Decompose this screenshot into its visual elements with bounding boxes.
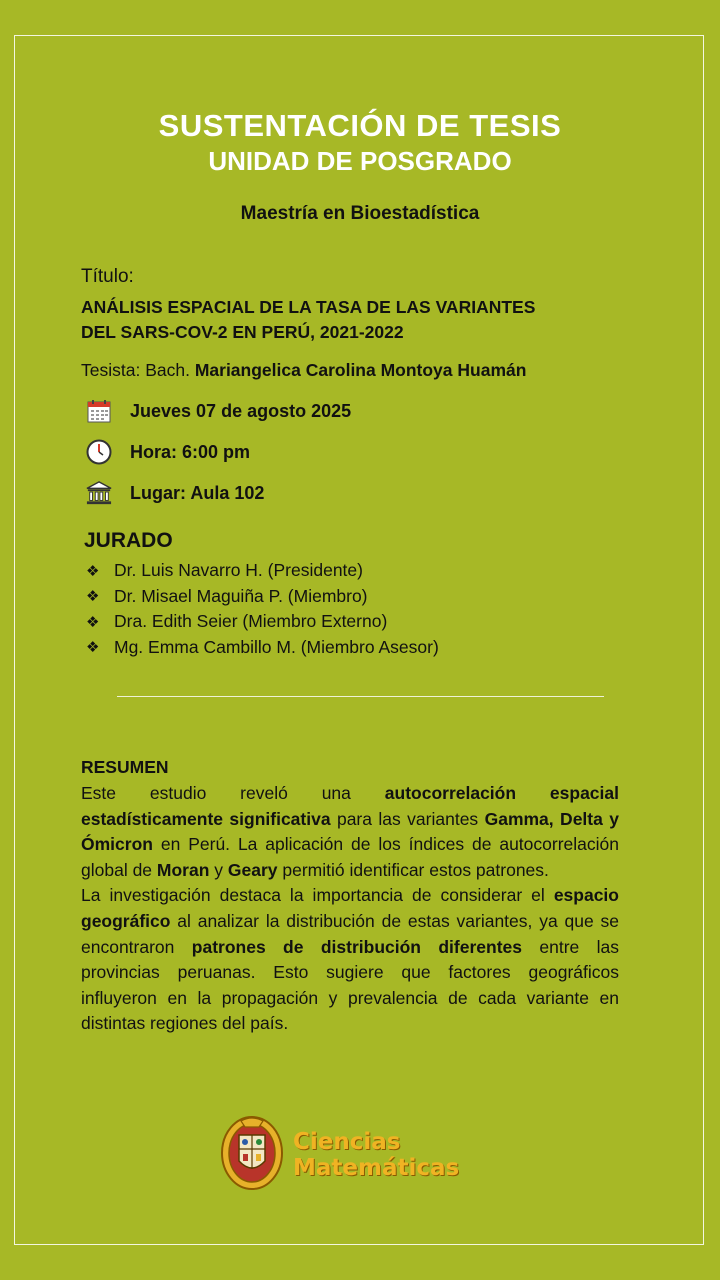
clock-icon xyxy=(86,439,112,465)
summary-emphasis: Geary xyxy=(227,859,278,880)
event-place: Lugar: Aula 102 xyxy=(130,482,265,503)
summary-text: para las variantes xyxy=(330,808,485,829)
summary-emphasis: patrones de distribución diferentes xyxy=(191,936,522,957)
summary-text: al analizar la distribución de estas variantes, ya que se encontraron xyxy=(81,910,619,957)
section-divider xyxy=(117,696,604,697)
university-seal-icon xyxy=(219,1113,285,1196)
event-time: Hora: 6:00 pm xyxy=(130,441,251,462)
thesis-title-line-2: DEL SARS-COV-2 EN PERÚ, 2021-2022 xyxy=(81,322,404,342)
summary-emphasis: Moran xyxy=(156,859,210,880)
jury-member: Dr. Luis Navarro H. (Presidente) xyxy=(114,560,363,581)
summary-body xyxy=(81,781,619,1037)
logo-line-1: Ciencias xyxy=(293,1128,401,1155)
list-item xyxy=(86,609,439,635)
author-prefix: Tesista: Bach. xyxy=(81,360,190,380)
diamond-bullet-icon: ❖ xyxy=(86,613,100,631)
summary-text: permitió identificar estos patrones. xyxy=(277,859,549,880)
logo-line-2: Matemáticas xyxy=(293,1154,460,1181)
diamond-bullet-icon: ❖ xyxy=(86,588,100,606)
jury-member: Dr. Misael Maguiña P. (Miembro) xyxy=(114,585,368,606)
author-name: Mariangelica Carolina Montoya Huamán xyxy=(194,360,527,380)
event-time-row xyxy=(86,439,250,465)
logo-text xyxy=(293,1129,459,1181)
list-item xyxy=(86,584,439,610)
summary-paragraph-2 xyxy=(81,883,619,1037)
calendar-icon xyxy=(86,398,112,424)
faculty-logo xyxy=(219,1113,459,1196)
summary-text: Este estudio reveló una xyxy=(81,783,385,803)
jury-member: Dra. Edith Seier (Miembro Externo) xyxy=(114,611,388,632)
summary-text: en Perú. La aplicación de los índices de autocorrelación global de xyxy=(81,834,619,880)
list-item xyxy=(86,635,439,661)
program-name: Maestría en Bioestadística xyxy=(240,203,480,224)
summary-text: y xyxy=(209,859,228,880)
summary-text: La investigación destaca la importancia de considerar el xyxy=(81,885,554,906)
diamond-bullet-icon: ❖ xyxy=(86,562,100,580)
event-place-row xyxy=(86,480,264,506)
summary-emphasis: autocorrelación espacial estadísticamente significativa xyxy=(81,783,619,829)
summary-text: entre las provincias peruanas. Esto sugiere que factores geográficos influyeron en la propagación y prevalencia de cada variante en distintas regiones del país. xyxy=(81,936,619,1034)
list-item xyxy=(86,558,439,584)
thesis-title-line-1: ANÁLISIS ESPACIAL DE LA TASA DE LAS VARIANTES xyxy=(81,297,536,317)
thesis-title-label: Título: xyxy=(81,266,134,287)
summary-emphasis: Gamma, Delta y Ómicron xyxy=(81,808,619,855)
summary-emphasis: espacio geográfico xyxy=(81,885,619,931)
diamond-bullet-icon: ❖ xyxy=(86,639,100,657)
jury-member: Mg. Emma Cambillo M. (Miembro Asesor) xyxy=(114,636,439,657)
page-subtitle: UNIDAD DE POSGRADO xyxy=(208,146,512,176)
page-title: SUSTENTACIÓN DE TESIS xyxy=(158,108,562,143)
building-icon xyxy=(86,480,112,506)
event-date: Jueves 07 de agosto 2025 xyxy=(130,400,352,421)
jury-list xyxy=(86,558,439,660)
thesis-author xyxy=(81,360,526,381)
event-date-row xyxy=(86,398,351,424)
summary-heading: RESUMEN xyxy=(81,757,169,777)
jury-heading: JURADO xyxy=(84,529,173,552)
thesis-title xyxy=(81,295,641,345)
summary-paragraph-1 xyxy=(81,781,619,883)
